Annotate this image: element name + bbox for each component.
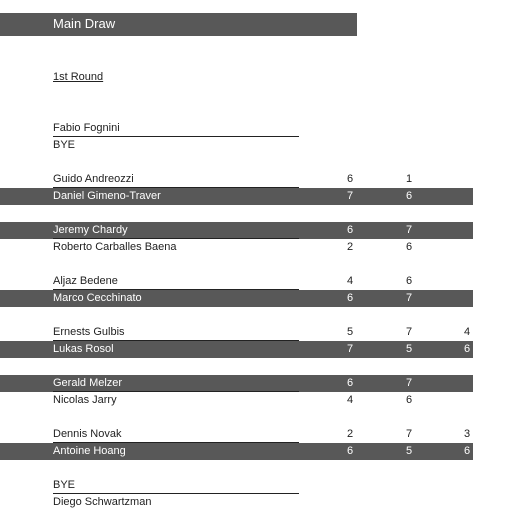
player-row [0,392,473,409]
player-row [0,222,473,239]
player-name: Marco Cecchinato [53,292,142,304]
player-name: Antoine Hoang [53,445,126,457]
player-name: Diego Schwartzman [53,496,152,508]
player-row [0,341,473,358]
page-title: Main Draw [53,16,116,31]
player-row [0,494,473,511]
round-label[interactable]: 1st Round [53,71,104,83]
set-score: 4 [347,394,354,406]
set-score: 6 [347,173,354,185]
set-score: 6 [347,377,354,389]
set-score: 6 [406,394,413,406]
set-score: 4 [347,275,354,287]
set-score: 3 [464,428,471,440]
set-score: 6 [406,241,413,253]
player-name: Ernests Gulbis [53,326,125,338]
set-score: 7 [347,343,354,355]
player-name: Dennis Novak [53,428,122,440]
set-score: 6 [406,275,413,287]
player-row [0,426,473,443]
player-row [0,188,473,205]
set-score: 6 [347,224,354,236]
player-row [0,273,473,290]
player-name: BYE [53,139,76,151]
set-score: 7 [406,224,413,236]
player-name: Guido Andreozzi [53,173,134,185]
set-score: 2 [347,428,354,440]
set-score: 6 [464,445,471,457]
player-name: Lukas Rosol [53,343,114,355]
set-score: 5 [347,326,354,338]
player-row [0,477,473,494]
player-row [0,239,473,256]
set-score: 6 [347,445,354,457]
set-score: 7 [347,190,354,202]
player-name: Fabio Fognini [53,122,120,134]
set-score: 6 [406,190,413,202]
set-score: 5 [406,445,413,457]
set-score: 7 [406,428,413,440]
set-score: 7 [406,377,413,389]
player-row [0,324,473,341]
set-score: 6 [347,292,354,304]
player-row [0,171,473,188]
player-row [0,120,473,137]
player-name: Roberto Carballes Baena [53,241,177,253]
set-score: 7 [406,326,413,338]
player-row [0,443,473,460]
set-score: 6 [464,343,471,355]
player-name: BYE [53,479,76,491]
player-name: Gerald Melzer [53,377,123,389]
set-score: 1 [406,173,413,185]
set-score: 5 [406,343,413,355]
player-name: Nicolas Jarry [53,394,117,406]
player-row [0,375,473,392]
player-name: Aljaz Bedene [53,275,118,287]
set-score: 2 [347,241,354,253]
player-row [0,137,473,154]
player-row [0,290,473,307]
set-score: 7 [406,292,413,304]
set-score: 4 [464,326,471,338]
player-name: Daniel Gimeno-Traver [53,190,161,202]
player-name: Jeremy Chardy [53,224,128,236]
